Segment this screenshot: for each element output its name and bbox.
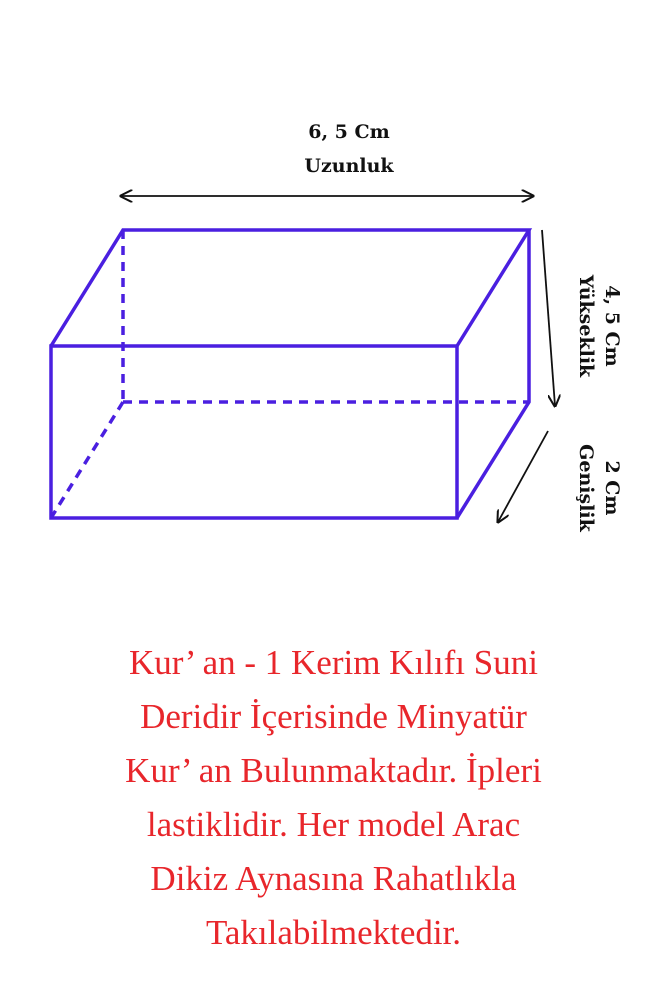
front-face: [51, 346, 457, 518]
width-arrow: [498, 431, 548, 522]
description-line: lastiklidir. Her model Arac: [146, 805, 521, 844]
width-label: Genişlik: [575, 444, 597, 532]
description-line: Kur’ an Bulunmaktadır. İpleri: [125, 751, 542, 790]
hidden-depth-edge: [51, 402, 123, 518]
cuboid-outline: [51, 230, 529, 518]
description-line: Kur’ an - 1 Kerim Kılıfı Suni: [129, 643, 538, 682]
description-line: Deridir İçerisinde Minyatür: [140, 697, 527, 736]
width-value: 2 Cm: [601, 460, 623, 516]
height-arrow: [542, 230, 555, 406]
height-label: Yükseklik: [575, 274, 597, 378]
description-line: Dikiz Aynasına Rahatlıkla: [150, 859, 517, 898]
description-line: Takılabilmektedir.: [205, 913, 462, 952]
right-face-edges: [457, 230, 529, 518]
length-label: Uzunluk: [304, 155, 394, 177]
product-description: [20, 636, 647, 960]
height-value: 4, 5 Cm: [601, 285, 623, 367]
dimension-arrows: [121, 196, 555, 522]
length-value: 6, 5 Cm: [308, 121, 390, 143]
